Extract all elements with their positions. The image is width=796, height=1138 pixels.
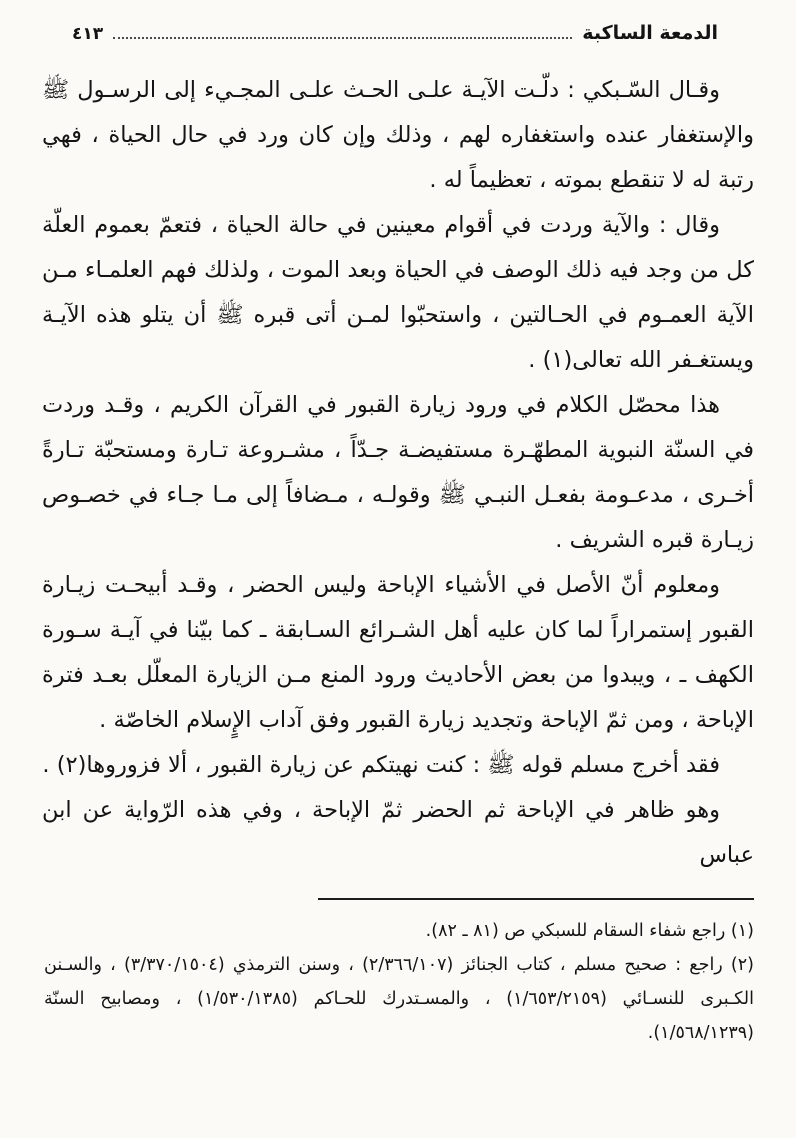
paragraph-3: هذا محصّل الكلام في ورود زيارة القبور في القرآن الكريم ، وقـد وردت في السنّة النبوية المطهّـرة مستفيضـة جـدّاً ، مشـروعة تـارة ومستحبّة تـارةً أخـرى ، مدعـومة بفعـل النبـي ﷺ وقولـه ، مـضافاً إلى مـا جـاء في خصـوص زيـارة قبره الشريف .: [42, 392, 754, 553]
paragraph-2: وقال : والآية وردت في أقوام معينين في حالة الحياة ، فتعمّ بعموم العلّة كل من وجد فيه ذلك الوصف في الحياة وبعد الموت ، ولذلك فهم العلمـاء مـن الآية العمـوم في الحـالتين ، واستحبّوا لمـن أتى قبره ﷺ أن يتلو هذه الآيـة ويستغـفر الله تعالى(١) .: [42, 212, 754, 373]
page-header: [42, 16, 754, 44]
footnote-2: (٢) راجع : صحيح مسلم ، كتاب الجنائز (٢/٣٦٦/١٠٧) ، وسنن الترمذي (٣/٣٧٠/١٥٠٤) ، والسـنن الكـبرى للنسـائي (١/٦٥٣/٢١٥٩) ، والمسـتدرك للحـاكم (١/٥٣٠/١٣٨٥) ، ومصابيح السنّة (١/٥٦٨/١٢٣٩).: [44, 955, 754, 1043]
dotted-leader: [113, 37, 572, 39]
page-number: ٤١٣: [72, 24, 104, 44]
paragraph-6: وهو ظاهر في الإباحة ثم الحضر ثمّ الإباحة ، وفي هذه الرّواية عن ابن عباس: [42, 797, 754, 868]
footnotes: [42, 914, 754, 1050]
book-title: الدمعة الساكبة: [582, 22, 718, 44]
footnote-1: (١) راجع شفاء السقام للسبكي ص (٨١ ـ ٨٢).: [425, 921, 754, 941]
paragraph-1: وقـال السّـبكي : دلّـت الآيـة علـى الحـث علـى المجـيء إلى الرسـول ﷺ والإستغفار عنده واستغفاره لهم ، وذلك وإن كان ورد في حال الحياة ، فهي رتبة له لا تنقطع بموته ، تعظيماً له .: [42, 77, 754, 193]
paragraph-5: فقد أخرج مسلم قوله ﷺ : كنت نهيتكم عن زيارة القبور ، ألا فزوروها(٢) .: [42, 752, 720, 778]
page-body: [42, 68, 754, 878]
footnote-separator: [318, 898, 754, 900]
paragraph-4: ومعلوم أنّ الأصل في الأشياء الإباحة وليس الحضر ، وقـد أبيحـت زيـارة القبور إستمراراً لما كان عليه أهل الشـرائع السـابقة ـ كما بيّنا في آيـة سـورة الكهف ـ ، ويبدوا من بعض الأحاديث ورود المنع مـن الزيارة المعلّل بعـد فترة الإباحة ، ومن ثمّ الإباحة وتجديد زيارة القبور وفق آداب الإٍسلام الخاصّة .: [42, 572, 754, 733]
